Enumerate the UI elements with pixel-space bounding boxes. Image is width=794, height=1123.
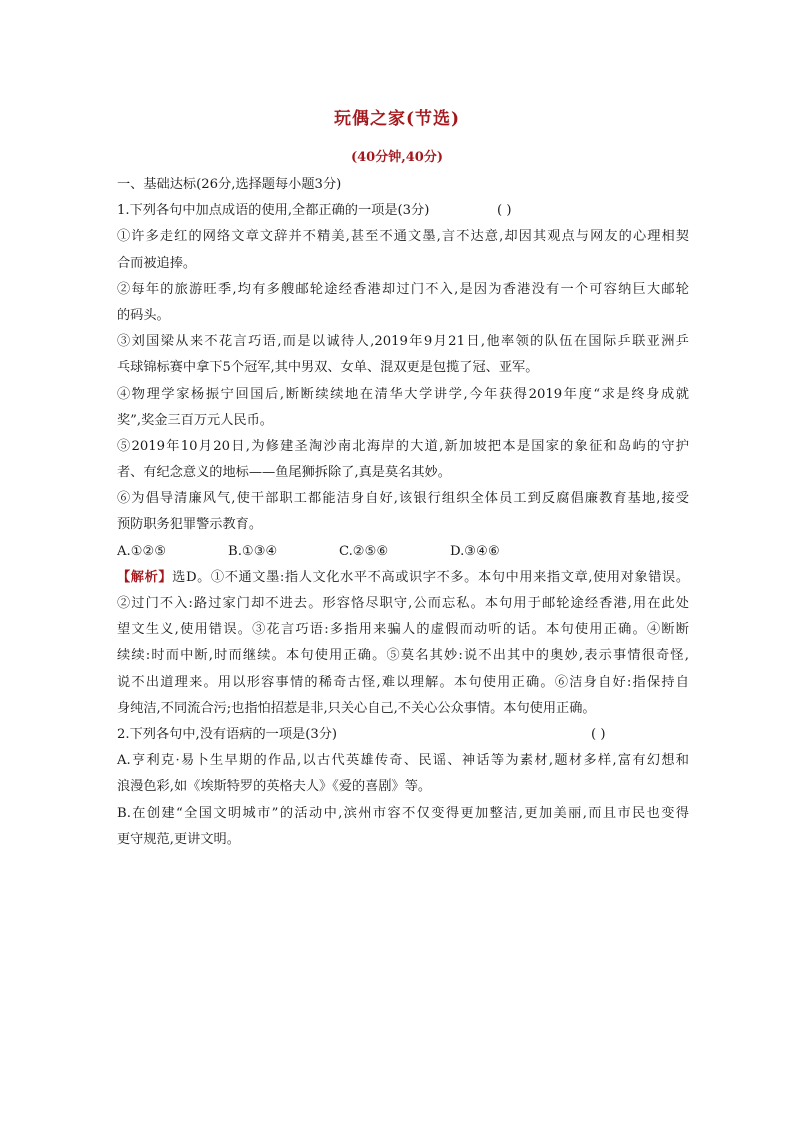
question-2-stem: 2.下列各句中,没有语病的一项是(3分)	[117, 726, 338, 742]
q2-option-a-line-2: 浪漫色彩,如《埃斯特罗的英格夫人》《爱的喜剧》等。	[117, 779, 432, 795]
content-body	[117, 172, 689, 853]
q1-option-b: B.①③④	[228, 543, 278, 559]
question-1-stem-line	[117, 198, 689, 224]
question-1-answer-bracket: ( )	[497, 203, 512, 219]
document-title: 玩偶之家(节选)	[333, 109, 461, 129]
q1-item-4-line-2: 奖”,奖金三百万元人民币。	[117, 412, 273, 428]
q1-item-2-line-1: ②每年的旅游旺季,均有多艘邮轮途经香港却过门不入,是因为香港没有一个可容纳巨大邮轮	[117, 281, 689, 297]
analysis-text-1: 选D。①不通文墨:指人文化水平不高或识字不多。本句中用来指文章,使用对象错误。	[172, 569, 690, 585]
q1-item-1-line-1: ①许多走红的网络文章文辞并不精美,甚至不通文墨,言不达意,却因其观点与网友的心理相契	[117, 229, 689, 245]
q1-option-d: D.③④⑥	[450, 543, 500, 559]
q1-item-2-line-2: 的码头。	[117, 307, 170, 323]
q1-item-4-line-1: ④物理学家杨振宁回国后,断断续续地在清华大学讲学,今年获得2019年度“求是终身成就	[117, 386, 689, 402]
analysis-tag: 【解析】	[117, 569, 173, 585]
q1-item-5-line-1: ⑤2019年10月20日,为修建圣淘沙南北海岸的大道,新加坡把本是国家的象征和岛屿的守护	[117, 438, 689, 454]
q1-analysis-line-1	[117, 565, 689, 591]
q1-option-a: A.①②⑤	[117, 543, 167, 559]
q1-item-6-line-2: 预防职务犯罪警示教育。	[117, 517, 263, 533]
q1-options	[117, 539, 689, 565]
q1-item-3-line-2: 乓球锦标赛中拿下5个冠军,其中男双、女单、混双更是包揽了冠、亚军。	[117, 360, 539, 376]
question-2-answer-bracket: ( )	[591, 726, 606, 742]
section-heading: 一、基础达标(26分,选择题每小题3分)	[117, 177, 342, 192]
question-2-stem-line	[117, 722, 689, 748]
q1-analysis-line-5: 说不出道理来。用以形容事情的稀奇古怪,难以理解。本句使用正确。⑥洁身自好:指保持自	[117, 674, 689, 690]
q1-item-6-line-1: ⑥为倡导清廉风气,使干部职工都能洁身自好,该银行组织全体员工到反腐倡廉教育基地,接受	[117, 491, 689, 507]
time-score-note: (40分钟,40分)	[350, 150, 443, 165]
q1-analysis-line-4: 续续:时而中断,时而继续。本句使用正确。⑤莫名其妙:说不出其中的奥妙,表示事情很奇怪,	[117, 648, 689, 664]
q1-analysis-line-6: 身纯洁,不同流合污;也指怕招惹是非,只关心自己,不关心公众事情。本句使用正确。	[117, 700, 596, 716]
q1-analysis-line-3: 望文生义,使用错误。③花言巧语:多指用来骗人的虚假而动听的话。本句使用正确。④断断	[117, 622, 689, 638]
question-1-stem: 1.下列各句中加点成语的使用,全都正确的一项是(3分)	[117, 203, 430, 219]
q1-analysis-line-2: ②过门不入:路过家门却不进去。形容恪尽职守,公而忘私。本句用于邮轮途经香港,用在此处	[117, 596, 689, 611]
q1-item-1-line-2: 合而被追捧。	[117, 255, 197, 271]
q1-item-5-line-2: 者、有纪念意义的地标——鱼尾狮拆除了,真是莫名其妙。	[117, 465, 451, 481]
q2-option-a-line-1: A.亨利克·易卜生早期的作品,以古代英雄传奇、民谣、神话等为素材,题材多样,富有幻想和	[117, 753, 689, 769]
q2-option-b-line-2: 更守规范,更讲文明。	[117, 831, 240, 847]
q1-option-c: C.②⑤⑥	[339, 543, 389, 559]
q1-item-3-line-1: ③刘国梁从来不花言巧语,而是以诚待人,2019年9月21日,他率领的队伍在国际乒联亚洲乒	[117, 334, 689, 350]
q2-option-b-line-1: B.在创建“全国文明城市”的活动中,滨州市容不仅变得更加整洁,更加美丽,而且市民也变得	[117, 805, 689, 821]
